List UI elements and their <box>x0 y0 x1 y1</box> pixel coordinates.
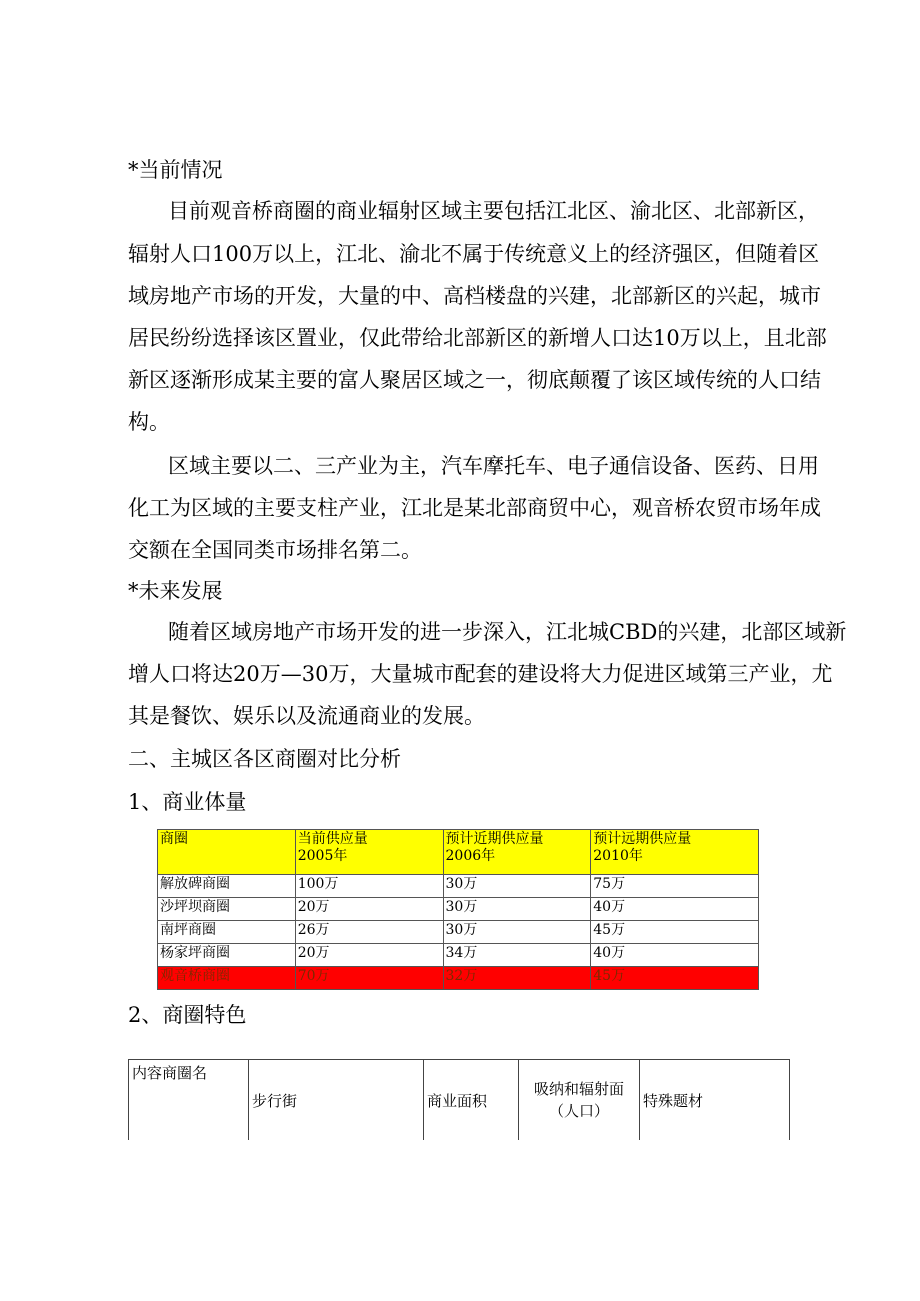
paragraph-line: 新 区 逐 渐 形 成 某 主 要 的 富 人 聚 居 区 域 之 一 ， 彻 底 颠 覆 了 该 区 域 传 统 的 人 口 结 <box>128 368 821 392</box>
table-header-row <box>129 1060 790 1141</box>
header-cell <box>443 830 591 875</box>
paragraph-line: 区 域 主 要 以 二 、 三 产 业 为 主 ， 汽 车 摩 托 车 、 电 子 通 信 设 备 、 医 药 、 日 用 <box>168 454 819 478</box>
table-row <box>158 898 759 921</box>
header-cell: 步行街 <box>249 1060 424 1141</box>
header-cell <box>591 830 759 875</box>
paragraph-line: 增 人 口 将 达 2 0 万 — 3 0 万 ， 大 量 城 市 配 套 的 建 设 将 大 力 促 进 区 域 第 三 产 业 ， 尤 <box>128 662 833 686</box>
table-cell: 75万 <box>591 875 759 898</box>
table-cell: 解放碑商圈 <box>158 875 296 898</box>
table-cell: 40万 <box>591 944 759 967</box>
table-cell: 70万 <box>295 967 443 990</box>
table-cell: 45万 <box>591 967 759 990</box>
commercial-volume-table <box>157 829 759 990</box>
header-label: 预计近期供应量 <box>445 831 544 847</box>
paragraph-line: 居 民 纷 纷 选 择 该 区 置 业 ， 仅 此 带 给 北 部 新 区 的 新 增 人 口 达 1 0 万 以 上 ， 且 北 部 <box>128 326 827 350</box>
future-development-heading: *未来发展 <box>128 579 223 603</box>
paragraph-line: 随 着 区 域 房 地 产 市 场 开 发 的 进 一 步 深 入 ， 江 北 城 C B D 的 兴 建 ， 北 部 区 域 新 <box>168 620 847 644</box>
table-cell: 30万 <box>443 921 591 944</box>
table-row <box>158 921 759 944</box>
table-cell: 45万 <box>591 921 759 944</box>
table-cell: 沙坪坝商圈 <box>158 898 296 921</box>
table-cell: 100万 <box>295 875 443 898</box>
section2-heading: 二、主城区各区商圈对比分析 <box>128 747 401 771</box>
header-cell: 特殊题材 <box>640 1060 790 1141</box>
table-header-row <box>158 830 759 875</box>
header-label: 商圈 <box>160 831 188 847</box>
header-label: 吸纳和辐射面 <box>533 1080 624 1098</box>
table-cell: 34万 <box>443 944 591 967</box>
header-cell <box>158 830 296 875</box>
table-cell: 30万 <box>443 875 591 898</box>
table-row <box>158 875 759 898</box>
table-cell: 杨家坪商圈 <box>158 944 296 967</box>
table-cell: 26万 <box>295 921 443 944</box>
table-cell: 20万 <box>295 898 443 921</box>
header-cell <box>295 830 443 875</box>
table-cell: 32万 <box>443 967 591 990</box>
table-row <box>158 944 759 967</box>
table-cell: 30万 <box>443 898 591 921</box>
table-cell: 40万 <box>591 898 759 921</box>
header-label: 当前供应量 <box>297 831 368 847</box>
paragraph-line: 化 工 为 区 域 的 主 要 支 柱 产 业 ， 江 北 是 某 北 部 商 贸 中 心 ， 观 音 桥 农 贸 市 场 年 成 <box>128 496 821 520</box>
paragraph-line: 交额在全国同类市场排名第二。 <box>128 538 422 562</box>
district-features-heading: 2、商圈特色 <box>128 1003 247 1027</box>
header-cell <box>519 1060 640 1141</box>
paragraph-line: 域 房 地 产 市 场 的 开 发 ， 大 量 的 中 、 高 档 楼 盘 的 兴 建 ， 北 部 新 区 的 兴 起 ， 城 市 <box>128 284 821 308</box>
current-situation-heading: *当前情况 <box>128 158 223 182</box>
table-cell: 观音桥商圈 <box>158 967 296 990</box>
table-cell: 20万 <box>295 944 443 967</box>
header-label: （人口） <box>548 1102 609 1120</box>
table-cell: 南坪商圈 <box>158 921 296 944</box>
commercial-volume-heading: 1、商业体量 <box>128 790 247 814</box>
paragraph-line: 辐 射 人 口 1 0 0 万 以 上 ， 江 北 、 渝 北 不 属 于 传 统 意 义 上 的 经 济 强 区 ， 但 随 着 区 <box>128 242 820 266</box>
header-year: 2010年 <box>593 848 643 864</box>
highlighted-row-guanyinqiao <box>158 967 759 990</box>
paragraph-line: 其是餐饮、娱乐以及流通商业的发展。 <box>128 704 485 728</box>
paragraph-line: 构。 <box>128 410 170 434</box>
header-cell: 商业面积 <box>424 1060 519 1141</box>
header-year: 2006年 <box>445 848 496 864</box>
district-features-table <box>128 1059 790 1140</box>
header-cell: 内容商圈名 <box>129 1060 249 1141</box>
paragraph-line: 目 前 观 音 桥 商 圈 的 商 业 辐 射 区 域 主 要 包 括 江 北 区 、 渝 北 区 、 北 部 新 区 ， <box>168 199 819 223</box>
header-label: 预计远期供应量 <box>593 831 692 847</box>
header-year: 2005年 <box>297 848 348 864</box>
